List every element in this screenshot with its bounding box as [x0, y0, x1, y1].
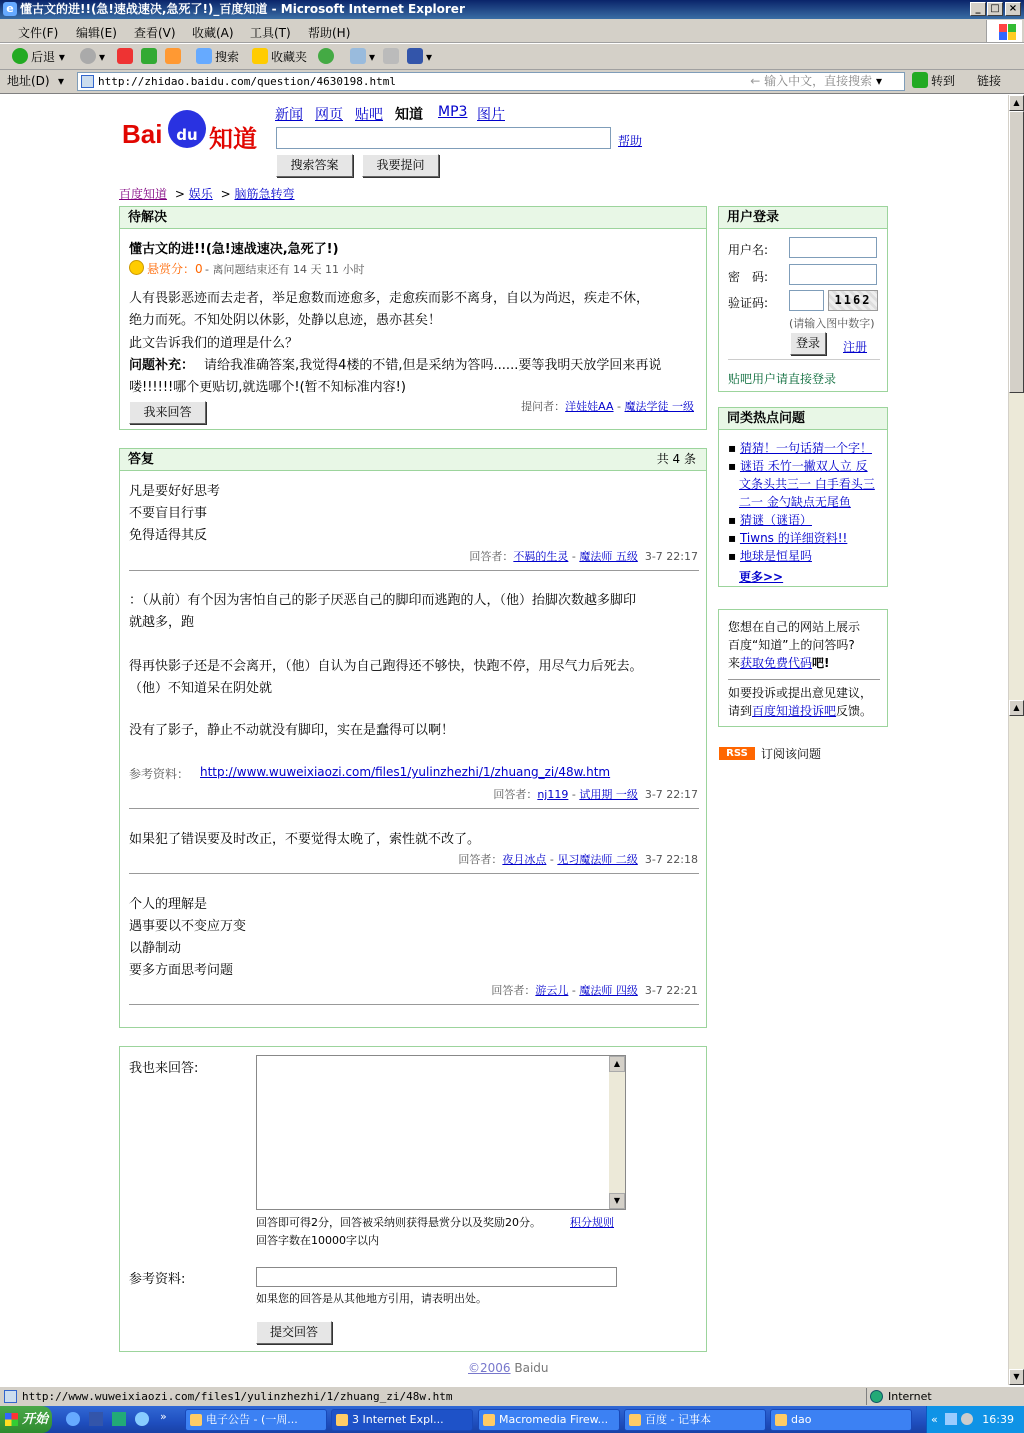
answer4-line4: 要多方面思考问题	[129, 963, 234, 978]
menu-bar	[0, 19, 1024, 43]
captcha-hint: (请输入图中数字)	[789, 317, 875, 330]
username-input[interactable]	[789, 237, 877, 258]
ie-icon: e	[3, 2, 17, 16]
answer4-meta: 回答者：游云儿 - 魔法师 四级 3-7 22:21	[491, 984, 698, 997]
address-bar	[0, 70, 1024, 94]
search-answers-button[interactable]: 搜索答案	[276, 154, 353, 177]
answer2-line1: ：（从前）有个因为害怕自己的影子厌恶自己的脚印而逃跑的人，（他）抬脚次数越多脚印	[129, 593, 637, 608]
username-label: 用户名:	[728, 243, 769, 257]
taskbar	[0, 1406, 1024, 1433]
status-bar	[0, 1386, 1024, 1406]
system-tray	[926, 1406, 1024, 1433]
supplement-label: 问题补充：	[129, 358, 195, 373]
promo-text: 您想在自己的网站上展示 百度“知道”上的问答吗? 来获取免费代码吧! 如要投诉或提出意见建议， 请到百度知道投诉吧反馈。	[728, 618, 880, 720]
nav-images[interactable]: 图片	[477, 107, 505, 123]
quicklaunch-browser-icon[interactable]	[135, 1412, 149, 1426]
more-link[interactable]: 更多>>	[739, 570, 784, 584]
address-label: 地址(D)	[7, 74, 50, 88]
question-body-line2: 绝力而死。不知处阴以休影，处静以息迹，愚亦甚矣！	[129, 313, 442, 328]
windows-logo-icon	[986, 20, 1022, 42]
login-panel-header: 用户登录	[719, 207, 887, 229]
answer3-user[interactable]: 夜月冰点	[502, 853, 547, 866]
login-button[interactable]: 登录	[790, 332, 826, 355]
answer2-user[interactable]: nj119	[537, 788, 569, 801]
reply-ref-input[interactable]	[256, 1267, 617, 1287]
answer2-rank[interactable]: 试用期 一级	[579, 788, 638, 801]
supplement-line1: 请给我准确答案,我觉得4楼的不错,但是采纳为答吗......要等我明天放学回来再说	[204, 358, 662, 373]
maximize-button[interactable]: □	[987, 2, 1003, 16]
answers-panel	[119, 448, 707, 1028]
reply-ref-note: 如果您的回答是从其他地方引用，请表明出处。	[256, 1292, 487, 1305]
menu-help[interactable]: 帮助(H)	[308, 26, 351, 40]
address-search-hint: ← 输入中文，直接搜索 ▾	[750, 74, 882, 88]
status-zone: Internet	[888, 1390, 932, 1403]
forward-arrow-icon	[80, 48, 96, 64]
menu-favorites[interactable]: 收藏(A)	[192, 26, 234, 40]
stop-button[interactable]	[117, 48, 136, 66]
favorites-button[interactable]: 收藏夹	[252, 48, 307, 66]
nav-zhidao: 知道	[395, 107, 423, 123]
menu-file[interactable]: 文件(F)	[18, 26, 59, 40]
link-icon	[4, 1390, 17, 1403]
quicklaunch-excel-icon[interactable]	[112, 1412, 126, 1426]
scroll-thumb[interactable]	[1009, 111, 1024, 393]
window-title: 懂古文的进!!(急!速战速决,急死了!)_百度知道 - Microsoft Internet Explorer	[20, 2, 465, 16]
answer2-line5: 没有了影子，静止不动就没有脚印，实在是蠢得可以啊！	[129, 723, 455, 738]
address-input[interactable]	[77, 72, 905, 91]
scroll-up-icon[interactable]: ▲	[1009, 95, 1024, 111]
quicklaunch-ie-icon[interactable]	[66, 1412, 80, 1426]
hot-questions-list: ▪ 猜猜！一句话猜一个字！ ▪ 谜语 禾竹一撇双人立 反 文条头共三一 白手看头三 二一 金勺缺点无尾鱼 ▪ 猜谜（谜语） ▪ Tiwns 的详细资料!! ▪ 地球是恒星吗 更多>>	[728, 441, 875, 584]
answer1-line1: 凡是要好好思考	[129, 484, 221, 499]
register-link[interactable]: 注册	[843, 340, 868, 354]
hot-question-item[interactable]: ▪ 谜语 禾竹一撇双人立 反	[728, 459, 868, 473]
address-dropdown-icon[interactable]: ▾	[58, 74, 65, 88]
ask-question-button[interactable]: 我要提问	[362, 154, 439, 177]
back-arrow-icon	[12, 48, 28, 64]
promo-panel	[718, 609, 888, 727]
answer1-line3: 免得适得其反	[129, 528, 208, 543]
question-time-left: - 离问题结束还有 14 天 11 小时	[205, 263, 365, 276]
search-button[interactable]: 搜索	[196, 48, 239, 66]
answer3-meta: 回答者：夜月冰点 - 见习魔法师 二级 3-7 22:18	[458, 853, 698, 866]
password-label: 密 码:	[728, 270, 769, 284]
home-button[interactable]	[165, 48, 184, 66]
tray-expand-icon[interactable]: «	[931, 1413, 938, 1426]
answer1-user[interactable]: 不羁的生灵	[513, 550, 569, 563]
textarea-scrollbar[interactable]	[609, 1056, 625, 1209]
captcha-image: 1162	[828, 290, 878, 311]
page-icon	[81, 75, 94, 88]
answer1-meta: 回答者：不羁的生灵 - 魔法师 五级 3-7 22:17	[469, 550, 698, 563]
answers-panel-header: 答复 共 4 条	[120, 449, 706, 471]
answer4-line1: 个人的理解是	[129, 897, 208, 912]
hot-question-item[interactable]: ▪ Tiwns 的详细资料!!	[728, 531, 848, 545]
answer-divider	[129, 570, 699, 571]
answer2-line4: （他）不知道呆在阴处就	[129, 681, 273, 696]
menu-edit[interactable]: 编辑(E)	[76, 26, 117, 40]
question-title: 懂古文的进!!(急!速战速决,急死了!)	[129, 242, 339, 257]
submit-answer-button[interactable]: 提交回答	[256, 1321, 332, 1344]
nav-mp3[interactable]: MP3	[438, 104, 468, 120]
print-icon	[383, 48, 399, 64]
task-fireworks[interactable]: Macromedia Firew...	[478, 1409, 620, 1431]
answers-count: 共 4 条	[656, 452, 696, 466]
breadcrumb-root[interactable]: 百度知道	[119, 187, 168, 201]
task-ie-group[interactable]: 3 Internet Expl...	[331, 1409, 473, 1431]
task-dao[interactable]: dao	[770, 1409, 912, 1431]
tieba-login-link[interactable]: 贴吧用户请直接登录	[728, 372, 837, 386]
answer2-line2: 就越多，跑	[129, 615, 195, 630]
stop-icon	[117, 48, 133, 64]
go-button[interactable]: 转到	[912, 72, 955, 90]
quicklaunch-more-icon[interactable]: »	[160, 1410, 167, 1423]
media-button[interactable]	[318, 48, 337, 66]
refresh-button[interactable]	[141, 48, 160, 66]
answer-divider	[129, 1004, 699, 1005]
minimize-button[interactable]: _	[970, 2, 986, 16]
nav-tieba[interactable]: 贴吧	[355, 107, 383, 123]
complaint-link[interactable]: 百度知道投诉吧	[752, 704, 837, 718]
captcha-input[interactable]	[789, 290, 824, 311]
answer-divider	[129, 873, 699, 874]
menu-view[interactable]: 查看(V)	[134, 26, 176, 40]
reply-note2: 回答字数在10000字以内	[256, 1234, 379, 1247]
refresh-icon	[141, 48, 157, 64]
nav-news[interactable]: 新闻	[275, 107, 303, 123]
breadcrumb: 百度知道 > 娱乐 > 脑筋急转弯	[119, 187, 295, 201]
captcha-label: 验证码:	[728, 296, 769, 310]
answer-question-button[interactable]: 我来回答	[129, 401, 206, 424]
status-url: http://www.wuweixiaozi.com/files1/yulinzhezhi/1/zhuang_zi/48w.htm	[22, 1390, 453, 1403]
answer2-ref-label: 参考资料：	[129, 767, 190, 781]
start-button[interactable]: 开始	[0, 1406, 52, 1433]
reply-ref-label: 参考资料:	[129, 1272, 186, 1287]
rss-icon[interactable]: RSS	[719, 747, 755, 760]
page-viewport	[2, 95, 1008, 1385]
login-panel	[718, 206, 888, 392]
footer: ©2006 Baidu	[468, 1361, 549, 1375]
breadcrumb-category[interactable]: 娱乐	[188, 187, 213, 201]
question-panel	[119, 206, 707, 430]
hot-question-item[interactable]: ▪ 地球是恒星吗	[728, 549, 812, 563]
window-title-bar[interactable]	[0, 0, 1024, 19]
reply-note1: 回答即可得2分，回答被采纳则获得悬赏分以及奖励20分。	[256, 1216, 541, 1229]
reward-points: 悬赏分：0	[147, 262, 203, 276]
task-forum[interactable]: 电子公告 - (一周...	[185, 1409, 327, 1431]
help-link[interactable]: 帮助	[618, 134, 643, 148]
asker-name[interactable]: 洋娃娃AA	[565, 400, 614, 413]
quicklaunch-word-icon[interactable]	[89, 1412, 103, 1426]
answer1-rank[interactable]: 魔法师 五级	[579, 550, 638, 563]
mail-icon	[350, 48, 366, 64]
asker-rank[interactable]: 魔法学徒 一级	[624, 400, 694, 413]
asker-info: 提问者：洋娃娃AA - 魔法学徒 一级	[521, 400, 694, 413]
volume-icon[interactable]	[961, 1413, 973, 1425]
baidu-zhidao-logo[interactable]: Bai du 知道	[122, 107, 262, 153]
answer1-line2: 不要盲目行事	[129, 506, 208, 521]
points-rules-link[interactable]: 积分规则	[570, 1216, 614, 1229]
go-arrow-icon	[912, 72, 928, 88]
question-body-line3: 此文告诉我们的道理是什么？	[129, 336, 299, 351]
question-panel-header: 待解决	[120, 207, 706, 229]
search-input[interactable]	[276, 127, 611, 149]
home-icon	[165, 48, 181, 64]
scroll-up-icon[interactable]: ▲	[1009, 700, 1024, 716]
answer4-user[interactable]: 游云儿	[535, 984, 569, 997]
links-button[interactable]: 链接	[977, 74, 1002, 88]
hot-question-item[interactable]: ▪ 猜猜！一句话猜一个字！	[728, 441, 872, 455]
reply-textarea[interactable]	[256, 1055, 626, 1210]
login-divider	[728, 359, 880, 360]
media-icon	[318, 48, 334, 64]
answer-divider	[129, 808, 699, 809]
answer3-rank[interactable]: 见习魔法师 二级	[557, 853, 638, 866]
reply-panel	[119, 1046, 707, 1352]
standard-toolbar	[0, 44, 1024, 70]
print-button[interactable]	[383, 48, 402, 66]
address-url: http://zhidao.baidu.com/question/4630198.html	[98, 75, 397, 88]
internet-zone-icon	[870, 1390, 883, 1403]
answer4-rank[interactable]: 魔法师 四级	[579, 984, 638, 997]
answer4-line2: 遇事要以不变应万变	[129, 919, 247, 934]
answer2-meta: 回答者：nj119 - 试用期 一级 3-7 22:17	[493, 788, 698, 801]
hot-question-item[interactable]: ▪ 猜谜（谜语）	[728, 513, 812, 527]
password-input[interactable]	[789, 264, 877, 285]
mail-button[interactable]: ▾	[350, 48, 375, 66]
scroll-down-icon[interactable]: ▼	[1009, 1369, 1024, 1385]
coin-icon	[129, 260, 144, 275]
reply-label: 我也来回答:	[129, 1061, 199, 1076]
answer2-line3: 得再快影子还是不会离开，（他）自认为自己跑得还不够快，快跑不停，用尽气力后死去。	[129, 659, 643, 674]
star-icon	[252, 48, 268, 64]
answer2-ref-link[interactable]: http://www.wuweixiaozi.com/files1/yulinzhezhi/1/zhuang_zi/48w.htm	[200, 765, 611, 779]
hot-questions-header: 同类热点问题	[719, 408, 887, 430]
answer4-line3: 以静制动	[129, 941, 182, 956]
nav-web[interactable]: 网页	[315, 107, 343, 123]
breadcrumb-subcategory[interactable]: 脑筋急转弯	[234, 187, 295, 201]
search-icon	[196, 48, 212, 64]
forward-button[interactable]: ▾	[80, 48, 105, 66]
back-button[interactable]: 后退 ▾	[12, 48, 65, 66]
question-body-line1: 人有畏影恶迹而去走者，举足愈数而迹愈多，走愈疾而影不离身，自以为尚迟，疾走不休，	[129, 291, 650, 306]
scroll-down-icon[interactable]: ▼	[609, 1193, 625, 1209]
hot-questions-panel	[718, 407, 888, 587]
page-scrollbar[interactable]	[1008, 95, 1024, 1385]
clock: 16:39	[982, 1413, 1014, 1426]
scroll-up-icon[interactable]: ▲	[609, 1056, 625, 1072]
copyright-link[interactable]: ©2006	[468, 1361, 511, 1375]
word-icon	[407, 48, 423, 64]
word-button[interactable]: ▾	[407, 48, 432, 66]
network-icon[interactable]	[945, 1413, 957, 1425]
task-notepad[interactable]: 百度 - 记事本	[624, 1409, 766, 1431]
close-button[interactable]: ×	[1005, 2, 1021, 16]
subscribe-link[interactable]: 订阅该问题	[761, 747, 822, 761]
menu-tools[interactable]: 工具(T)	[250, 26, 291, 40]
get-code-link[interactable]: 获取免费代码	[740, 656, 813, 670]
supplement-line2: 喽!!!!!!哪个更贴切,就选哪个!(暂不知标准内容!)	[129, 380, 406, 395]
answer3-line1: 如果犯了错误要及时改正，不要觉得太晚了，索性就不改了。	[129, 832, 481, 847]
paw-icon: du	[168, 110, 206, 148]
